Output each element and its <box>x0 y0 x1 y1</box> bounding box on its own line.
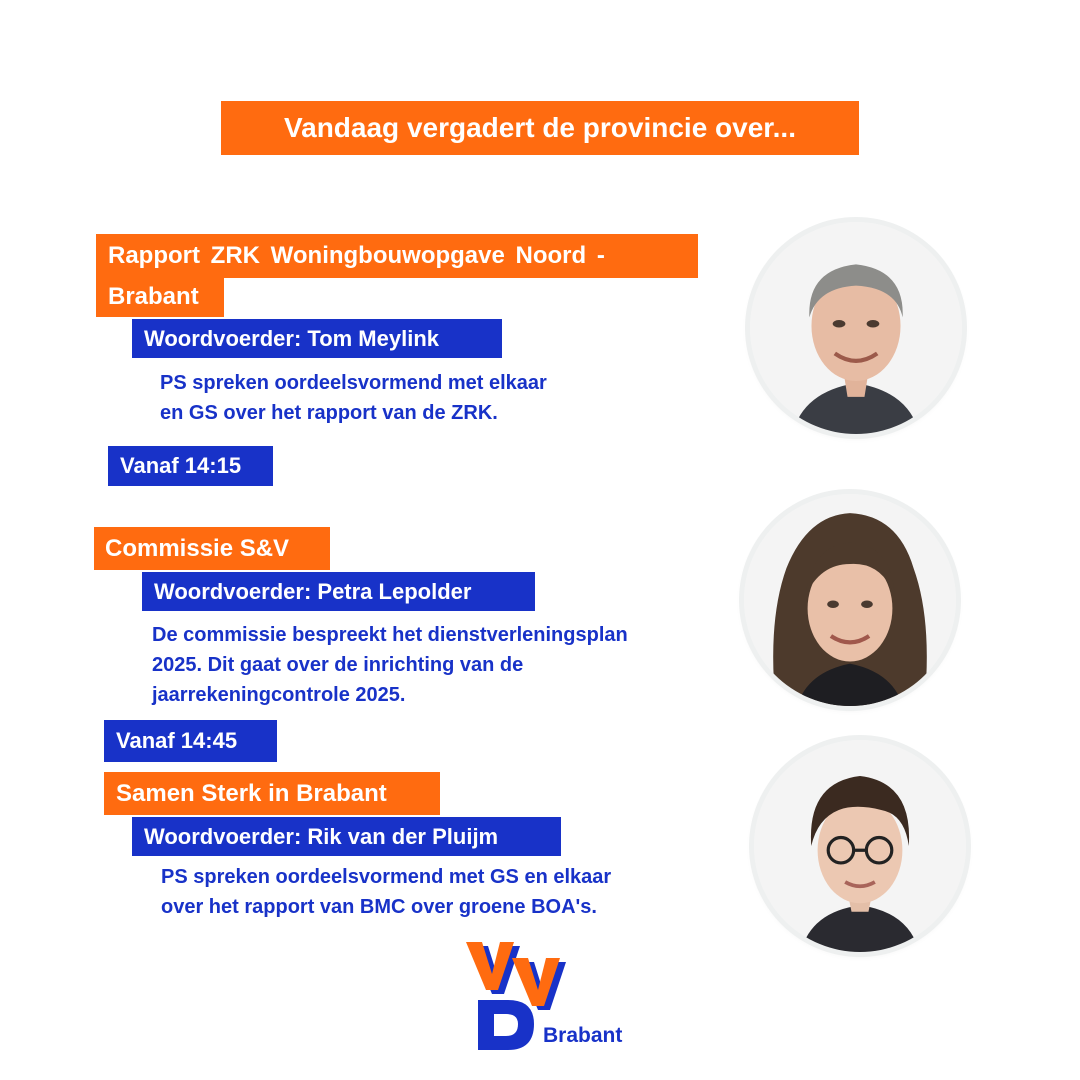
person-portrait-icon <box>754 740 966 952</box>
description-line: 2025. Dit gaat over de inrichting van de <box>152 654 524 676</box>
speaker-label: Woordvoerder: Rik van der Pluijm <box>132 817 561 856</box>
description-line: over het rapport van BMC over groene BOA's. <box>161 896 597 918</box>
item-description <box>152 620 628 710</box>
item-description <box>161 862 611 922</box>
description-line: en GS over het rapport van de ZRK. <box>160 402 498 424</box>
avatar <box>754 740 966 952</box>
time-badge: Vanaf 14:45 <box>104 720 277 762</box>
avatar <box>750 222 962 434</box>
avatar <box>744 494 956 706</box>
person-portrait-icon <box>750 222 962 434</box>
topic-title-line2: Brabant <box>96 276 224 317</box>
speaker-label: Woordvoerder: Petra Lepolder <box>142 572 535 611</box>
description-line: PS spreken oordeelsvormend met elkaar <box>160 372 547 394</box>
person-portrait-icon <box>744 494 956 706</box>
logo-region-label: Brabant <box>543 1024 623 1047</box>
topic-title-line1: Rapport ZRK Woningbouwopgave Noord - <box>96 234 698 278</box>
page-title: Vandaag vergadert de provincie over... <box>221 101 859 155</box>
description-line: De commissie bespreekt het dienstverleningsplan <box>152 624 628 646</box>
topic-title: Samen Sterk in Brabant <box>104 772 440 815</box>
description-line: PS spreken oordeelsvormend met GS en elkaar <box>161 866 612 888</box>
description-line: jaarrekeningcontrole 2025. <box>152 684 406 706</box>
time-badge: Vanaf 14:15 <box>108 446 273 486</box>
speaker-label: Woordvoerder: Tom Meylink <box>132 319 502 358</box>
item-description <box>160 368 547 428</box>
topic-title: Commissie S&V <box>94 527 330 570</box>
